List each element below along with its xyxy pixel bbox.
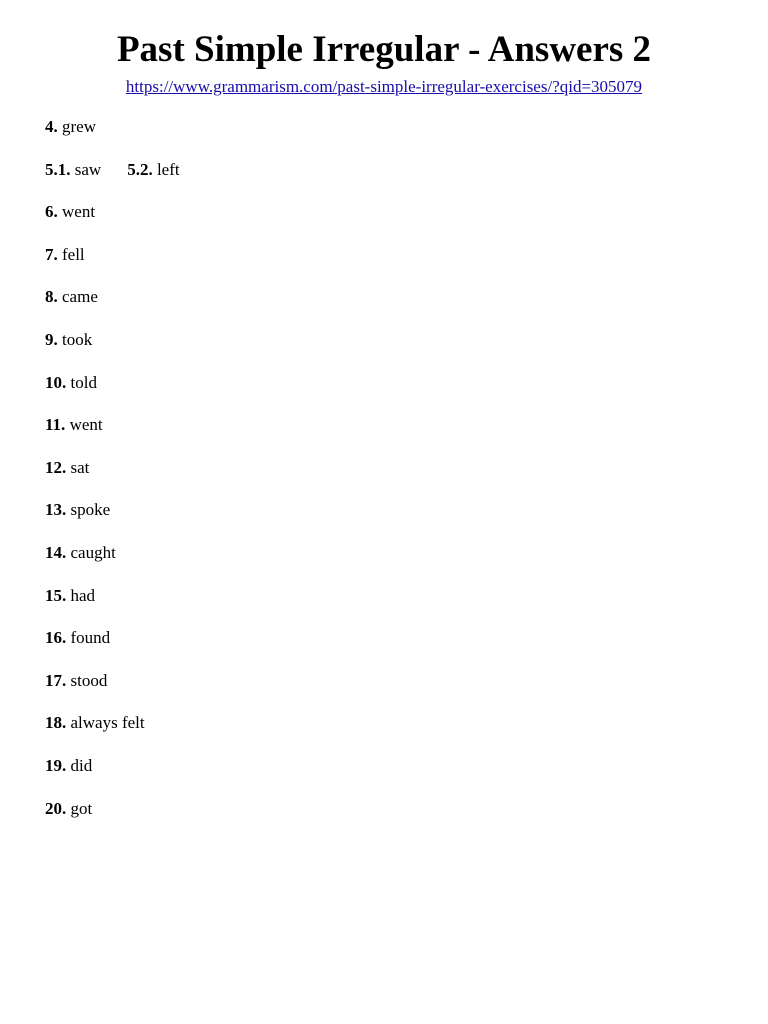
answer-number: 16.: [45, 628, 67, 648]
answer-item: [45, 286, 98, 308]
answer-text: fell: [62, 244, 85, 264]
answer-item: [45, 627, 110, 649]
answer-item: [45, 499, 110, 521]
answer-item: [45, 798, 92, 820]
answer-row: [45, 627, 180, 670]
answer-text: took: [62, 329, 93, 349]
answer-item: [45, 244, 85, 266]
answer-text: stood: [70, 670, 108, 690]
answer-text: did: [70, 755, 93, 775]
answer-text: caught: [70, 542, 116, 562]
answer-row: [45, 414, 180, 457]
answer-item: [45, 670, 107, 692]
answer-item: [45, 755, 92, 777]
answer-item: [45, 457, 89, 479]
answer-text: saw: [74, 159, 102, 179]
answer-text: got: [70, 798, 93, 818]
answer-number: 9.: [45, 329, 58, 349]
answer-number: 5.1.: [45, 159, 71, 179]
answer-item: [45, 372, 97, 394]
answer-text: came: [62, 287, 98, 307]
answer-number: 19.: [45, 755, 67, 775]
answer-number: 7.: [45, 244, 58, 264]
answer-number: 4.: [45, 117, 58, 136]
answer-number: 14.: [45, 542, 67, 562]
source-link-container: [0, 76, 768, 98]
answer-item: [45, 159, 101, 181]
answer-text: left: [156, 159, 180, 179]
answer-list: [45, 116, 180, 840]
answer-number: 17.: [45, 670, 67, 690]
answer-number: 20.: [45, 798, 67, 818]
answer-row: [45, 159, 180, 202]
answer-number: 11.: [45, 415, 66, 435]
answer-number: 5.2.: [127, 159, 153, 179]
answer-number: 6.: [45, 202, 58, 222]
answer-text: told: [70, 372, 97, 392]
answer-row: [45, 244, 180, 287]
page-title: Past Simple Irregular - Answers 2: [116, 29, 652, 70]
answer-row: [45, 755, 180, 798]
source-link[interactable]: https://www.grammarism.com/past-simple-irregular-exercises/?qid=305079: [125, 77, 643, 96]
answer-text: spoke: [70, 500, 111, 520]
answer-item: [127, 159, 179, 181]
answer-row: [45, 585, 180, 628]
answer-text: had: [70, 585, 96, 605]
answer-item: [45, 414, 103, 436]
answer-row: [45, 670, 180, 713]
answer-number: 13.: [45, 500, 67, 520]
answer-row: [45, 201, 180, 244]
answer-text: went: [69, 415, 103, 435]
answer-row: [45, 372, 180, 415]
answer-number: 15.: [45, 585, 67, 605]
answer-number: 10.: [45, 372, 67, 392]
answer-row: [45, 116, 180, 159]
answer-row: [45, 798, 180, 841]
answer-item: [45, 542, 116, 564]
answer-number: 18.: [45, 713, 67, 733]
answer-row: [45, 329, 180, 372]
answer-text: grew: [62, 117, 96, 136]
answer-item: [45, 585, 95, 607]
answer-item: [45, 329, 92, 351]
answer-text: went: [62, 202, 96, 222]
answer-row: [45, 457, 180, 500]
answer-item: [45, 201, 95, 223]
answer-item: [45, 712, 145, 734]
answer-row: [45, 712, 180, 755]
answer-item: [45, 116, 96, 138]
answer-number: 12.: [45, 457, 67, 477]
answer-row: [45, 499, 180, 542]
answer-row: [45, 542, 180, 585]
answer-row: [45, 286, 180, 329]
answer-text: sat: [70, 457, 90, 477]
answer-text: found: [70, 628, 111, 648]
answer-text: always felt: [70, 713, 145, 733]
answer-number: 8.: [45, 287, 58, 307]
